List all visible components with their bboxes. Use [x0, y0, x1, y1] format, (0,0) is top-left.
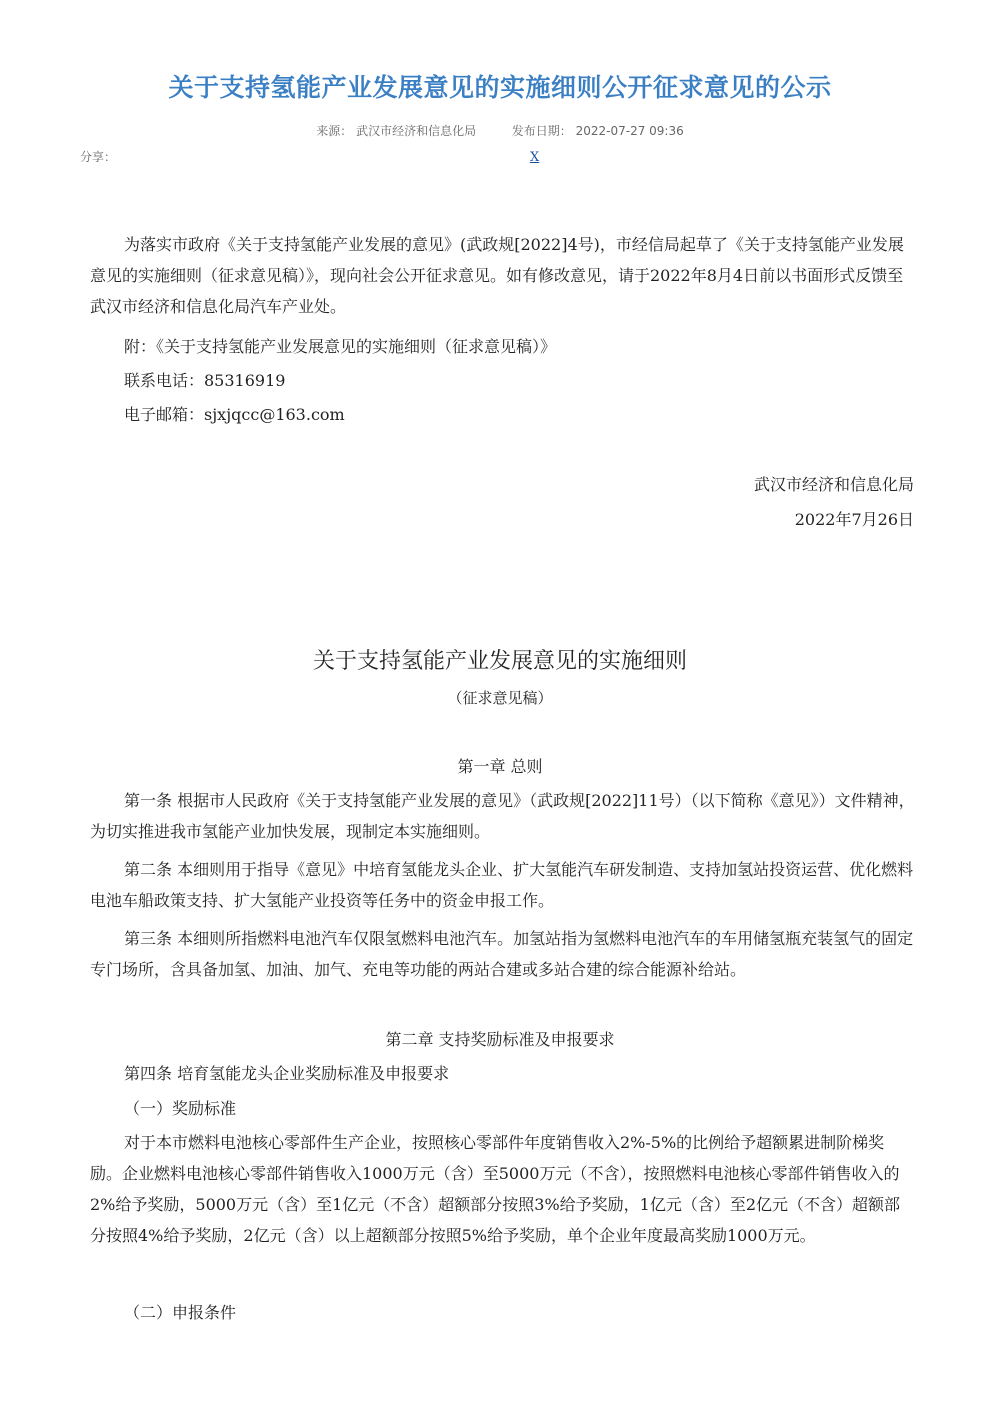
intro-email: 电子邮箱：sjxjqcc@163.com — [124, 405, 345, 424]
intro-paragraph: 为落实市政府《关于支持氢能产业发展的意见》(武政规[2022]4号)，市经信局起草了《关于支持氢能产业发展意见的实施细则（征求意见稿）》，现向社会公开征求意见。如有修改意见，请于2022年8月4日前以书面形式反馈至武汉市经济和信息化局汽车产业处。 — [90, 235, 904, 316]
share-label: 分享： — [80, 150, 117, 164]
chapter-1-title: 第一章 总则 — [457, 757, 543, 776]
date-value: 2022-07-27 09:36 — [575, 124, 684, 138]
reward-standard-text: 对于本市燃料电池核心零部件生产企业，按照核心零部件年度销售收入2%-5%的比例给予超额累进制阶梯奖励。企业燃料电池核心零部件销售收入1000万元（含）至5000万元（不含），按照燃料电池核心零部件销售收入的2%给予奖励，5000万元（含）至1亿元（不含）超额部分按照3%给予奖励，1亿元（含）至2亿元（不含）超额部分按照4%给予奖励，2亿元（含）以上超额部分按照5%给予奖励，单个企业年度最高奖励1000万元。 — [90, 1133, 901, 1245]
date-label: 发布日期： — [511, 124, 572, 138]
intro-attachment: 附：《关于支持氢能产业发展意见的实施细则（征求意见稿）》 — [124, 337, 557, 356]
intro-phone: 联系电话：85316919 — [124, 371, 286, 390]
document-subtitle: （征求意见稿） — [447, 689, 553, 707]
article-2: 第二条 本细则用于指导《意见》中培育氢能龙头企业、扩大氢能汽车研发制造、支持加氢站投资运营、优化燃料电池车船政策支持、扩大氢能产业投资等任务中的资金申报工作。 — [90, 860, 914, 910]
source-value: 武汉市经济和信息化局 — [356, 124, 477, 138]
article-1: 第一条 根据市人民政府《关于支持氢能产业发展的意见》（武政规[2022]11号）（以下简称《意见》）文件精神，为切实推进我市氢能产业加快发展，现制定本实施细则。 — [90, 791, 915, 841]
signature-org: 武汉市经济和信息化局 — [753, 475, 914, 494]
section-reward-standard: （一）奖励标准 — [124, 1099, 237, 1118]
share-close-link[interactable]: X — [530, 150, 540, 165]
meta-line — [0, 122, 1000, 139]
document-title: 关于支持氢能产业发展意见的实施细则 — [312, 649, 687, 674]
page-title: 关于支持氢能产业发展意见的实施细则公开征求意见的公示 — [168, 73, 832, 102]
source-label: 来源： — [316, 124, 353, 138]
chapter-2-title: 第二章 支持奖励标准及申报要求 — [385, 1030, 615, 1049]
signature-date: 2022年7月26日 — [794, 510, 914, 529]
article-3: 第三条 本细则所指燃料电池汽车仅限氢燃料电池汽车。加氢站指为氢燃料电池汽车的车用储氢瓶充装氢气的固定专门场所，含具备加氢、加油、加气、充电等功能的两站合建或多站合建的综合能源补给站。 — [90, 929, 914, 979]
article-4: 第四条 培育氢能龙头企业奖励标准及申报要求 — [124, 1064, 450, 1083]
section-application-conditions: （二）申报条件 — [124, 1303, 237, 1322]
